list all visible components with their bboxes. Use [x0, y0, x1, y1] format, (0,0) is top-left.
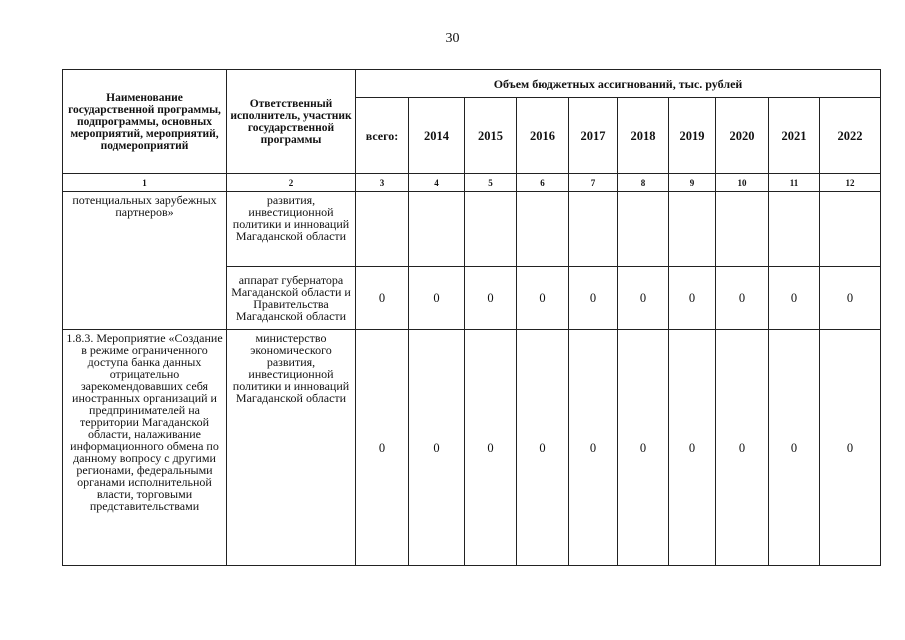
- column-number: 8: [618, 174, 669, 192]
- value-cell: [569, 192, 618, 267]
- row-name: потенциальных зарубежных партнеров»: [63, 192, 227, 330]
- value-cell: 0: [356, 330, 409, 566]
- column-number: 12: [820, 174, 881, 192]
- value-cell: [769, 192, 820, 267]
- value-cell: 0: [465, 330, 517, 566]
- column-number: 2: [227, 174, 356, 192]
- header-year: 2019: [669, 98, 716, 174]
- column-number: 5: [465, 174, 517, 192]
- value-cell: [517, 192, 569, 267]
- value-cell: 0: [820, 267, 881, 330]
- value-cell: 0: [618, 267, 669, 330]
- value-cell: [465, 192, 517, 267]
- table-row: [63, 330, 881, 566]
- budget-table: [62, 69, 881, 566]
- value-cell: [716, 192, 769, 267]
- value-cell: [409, 192, 465, 267]
- value-cell: 0: [356, 267, 409, 330]
- table-row: [63, 192, 881, 267]
- header-year: 2022: [820, 98, 881, 174]
- value-cell: 0: [517, 330, 569, 566]
- header-executor: Ответственный исполнитель, участник государственной программы: [227, 70, 356, 174]
- value-cell: 0: [820, 330, 881, 566]
- value-cell: [669, 192, 716, 267]
- value-cell: [820, 192, 881, 267]
- column-number: 1: [63, 174, 227, 192]
- header-row-1: [63, 70, 881, 98]
- column-number: 11: [769, 174, 820, 192]
- value-cell: [618, 192, 669, 267]
- header-year: 2015: [465, 98, 517, 174]
- page-number: 30: [445, 31, 460, 46]
- value-cell: [356, 192, 409, 267]
- value-cell: 0: [409, 267, 465, 330]
- value-cell: 0: [669, 267, 716, 330]
- column-number: 10: [716, 174, 769, 192]
- value-cell: 0: [569, 267, 618, 330]
- column-number: 3: [356, 174, 409, 192]
- value-cell: 0: [716, 330, 769, 566]
- header-name: Наименование государственной программы, подпрограммы, основных мероприятий, мероприятий, подмероприятий: [63, 70, 227, 174]
- column-number-row: [63, 174, 881, 192]
- value-cell: 0: [409, 330, 465, 566]
- header-volume: Объем бюджетных ассигнований, тыс. рублей: [356, 70, 881, 98]
- value-cell: 0: [569, 330, 618, 566]
- row-name: 1.8.3. Мероприятие «Создание в режиме ограниченного доступа банка данных отрицательно зарекомендовавших себя иностранных организаций и предпринимателей на территории Магаданской области, налаживание информационного обмена по данному вопросу с другими регионами, федеральными органами исполнительной власти, торговыми представительствами: [63, 330, 227, 566]
- value-cell: 0: [769, 330, 820, 566]
- row-executor: развития, инвестиционной политики и инноваций Магаданской области: [227, 192, 356, 267]
- value-cell: 0: [618, 330, 669, 566]
- value-cell: 0: [465, 267, 517, 330]
- header-year: 2017: [569, 98, 618, 174]
- value-cell: 0: [716, 267, 769, 330]
- value-cell: 0: [517, 267, 569, 330]
- column-number: 9: [669, 174, 716, 192]
- header-year: 2020: [716, 98, 769, 174]
- header-total: всего:: [356, 98, 409, 174]
- column-number: 7: [569, 174, 618, 192]
- column-number: 4: [409, 174, 465, 192]
- header-year: 2016: [517, 98, 569, 174]
- value-cell: 0: [769, 267, 820, 330]
- header-year: 2014: [409, 98, 465, 174]
- row-executor: аппарат губернатора Магаданской области и Правительства Магаданской области: [227, 267, 356, 330]
- header-year: 2021: [769, 98, 820, 174]
- column-number: 6: [517, 174, 569, 192]
- value-cell: 0: [669, 330, 716, 566]
- header-year: 2018: [618, 98, 669, 174]
- row-executor: министерство экономического развития, инвестиционной политики и инноваций Магаданской области: [227, 330, 356, 566]
